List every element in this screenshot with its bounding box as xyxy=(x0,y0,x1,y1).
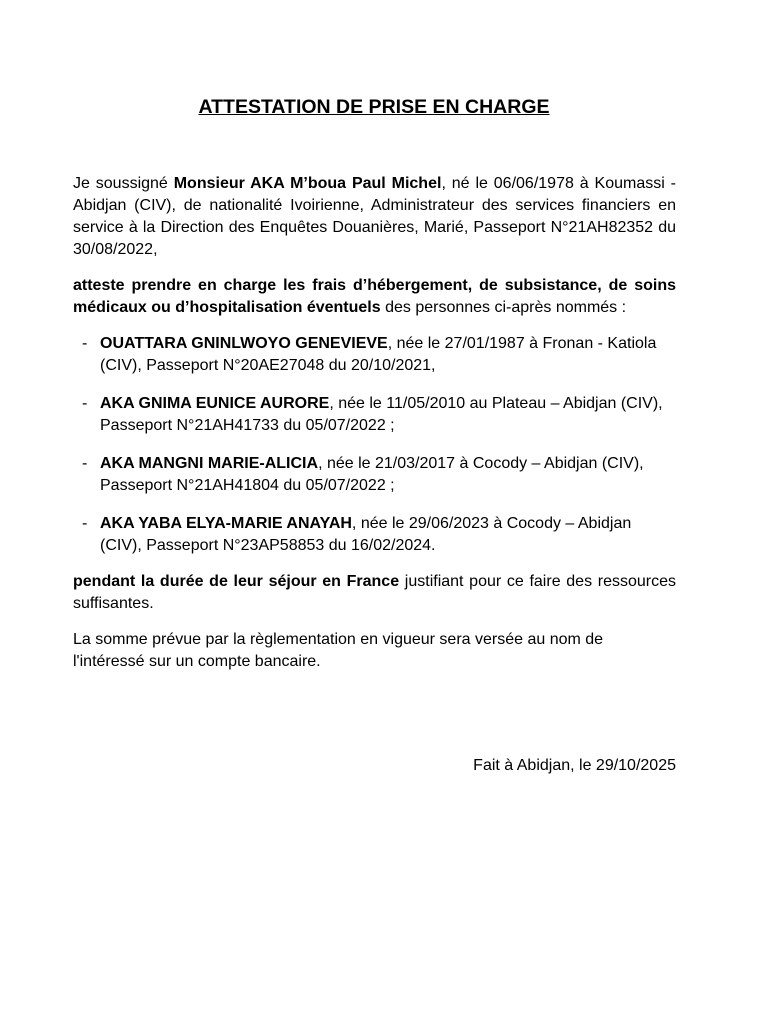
place-date: Fait à Abidjan, le 29/10/2025 xyxy=(473,757,676,774)
beneficiary-name: OUATTARA GNINLWOYO GENEVIEVE xyxy=(100,335,388,352)
list-item xyxy=(73,513,676,557)
intro-paragraph xyxy=(73,173,676,261)
beneficiary-details: , née le 21/03/2017 à Cocody – Abidjan (CIV), Passeport N°21AH41804 du 05/07/2022 ; xyxy=(100,455,644,494)
beneficiary-list xyxy=(73,333,676,557)
list-item xyxy=(73,393,676,437)
commitment-paragraph xyxy=(73,275,676,319)
duration-bold: pendant la durée de leur séjour en France xyxy=(73,573,400,590)
duration-paragraph xyxy=(73,571,676,615)
list-item xyxy=(73,453,676,497)
document-body xyxy=(73,173,676,687)
list-dash: - xyxy=(82,335,88,352)
list-dash: - xyxy=(82,395,88,412)
list-dash: - xyxy=(82,455,88,472)
beneficiary-name: AKA MANGNI MARIE-ALICIA xyxy=(100,455,319,472)
list-dash: - xyxy=(82,515,88,532)
beneficiary-details: , née le 11/05/2010 au Plateau – Abidjan (CIV), Passeport N°21AH41733 du 05/07/2022 ; xyxy=(100,395,663,434)
beneficiary-name: AKA GNIMA EUNICE AURORE xyxy=(100,395,330,412)
commitment-bold: atteste prendre en charge les frais d’hébergement, de subsistance, de soins médicaux ou d’hospitalisation éventuels xyxy=(73,277,676,316)
signatory-name: Monsieur AKA M’boua Paul Michel xyxy=(173,175,442,192)
beneficiary-details: , née le 29/06/2023 à Cocody – Abidjan (CIV), Passeport N°23AP58853 du 16/02/2024. xyxy=(100,515,632,554)
intro-prefix: Je soussigné xyxy=(73,175,174,192)
beneficiary-details: , née le 27/01/1987 à Fronan - Katiola (CIV), Passeport N°20AE27048 du 20/10/2021, xyxy=(100,335,657,374)
intro-rest: , né le 06/06/1978 à Koumassi - Abidjan (CIV), de nationalité Ivoirienne, Administrateur des services financiers en service à la Direction des Enquêtes Douanières, Marié, Passeport N°21AH82352 du 30/08/2022, xyxy=(73,175,677,258)
commitment-rest: des personnes ci-après nommés : xyxy=(380,299,627,316)
payment-paragraph: La somme prévue par la règlementation en vigueur sera versée au nom de l'intéressé sur un compte bancaire. xyxy=(73,631,604,670)
duration-rest: justifiant pour ce faire des ressources suffisantes. xyxy=(73,573,677,612)
beneficiary-name: AKA YABA ELYA-MARIE ANAYAH xyxy=(100,515,352,532)
list-item xyxy=(73,333,676,377)
document-title: ATTESTATION DE PRISE EN CHARGE xyxy=(198,96,550,118)
